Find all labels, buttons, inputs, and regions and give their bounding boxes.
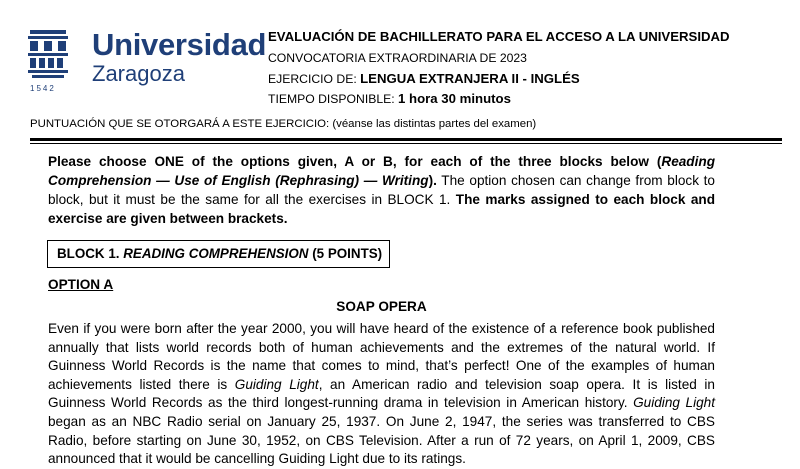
exam-subject-line bbox=[268, 71, 788, 86]
exam-call: CONVOCATORIA EXTRAORDINARIA DE 2023 bbox=[268, 51, 527, 65]
passage-text-3: began as an NBC Radio serial on January 25, 1937. On June 2, 1947, the series was transferred to CBS Radio, before starting on June 30, 1952, on CBS Television. After a run of 72 years, on April 1, 2009, CBS announced that it would be cancelling Guiding Light due to its ratings. bbox=[48, 413, 715, 467]
instructions-intro-end: ). bbox=[428, 173, 437, 188]
logo-university-name: Universidad bbox=[92, 27, 267, 62]
block-name: READING COMPREHENSION bbox=[123, 246, 309, 261]
header-divider-thick bbox=[30, 138, 782, 141]
block-heading bbox=[47, 240, 390, 268]
instructions-blocks-list: Reading Comprehension — Use of English (Rephrasing) — Writing bbox=[48, 154, 715, 188]
time-value: 1 hora 30 minutos bbox=[398, 91, 511, 106]
university-seal-icon bbox=[26, 28, 70, 80]
passage-title: SOAP OPERA bbox=[336, 299, 427, 314]
passage-text-1: Even if you were born after the year 2000, you will have heard of the existence of a reference book published annually that lists world records both of human achievements and the extremes of the natural world. If Guinness World Records is the name that comes to mind, that’s perfect! One of the examples of human achievements listed there is bbox=[48, 321, 715, 392]
exam-title: EVALUACIÓN DE BACHILLERATO PARA EL ACCESO A LA UNIVERSIDAD bbox=[268, 29, 730, 44]
block-points: (5 POINTS) bbox=[308, 246, 383, 261]
passage-text-2: , an American radio and television soap opera. It is listed in Guinness World Records as the third longest-running drama in television in American history. bbox=[48, 376, 715, 411]
passage-italic-2: Guiding Light bbox=[633, 395, 716, 411]
subject-label: EJERCICIO DE: bbox=[268, 72, 357, 86]
passage-italic-1: Guiding Light bbox=[234, 376, 319, 392]
header-divider-thin bbox=[30, 143, 782, 144]
exam-time-line bbox=[268, 91, 788, 106]
time-label: TIEMPO DISPONIBLE: bbox=[268, 92, 395, 106]
instructions-intro: Please choose ONE of the options given, A or B, for each of the three blocks below ( bbox=[48, 154, 662, 169]
instructions-marks-note: The marks assigned to each block and exercise are given between brackets. bbox=[48, 192, 715, 226]
passage-body bbox=[48, 320, 715, 469]
block-prefix: BLOCK 1. bbox=[57, 246, 124, 261]
logo-year: 1542 bbox=[30, 84, 56, 93]
exam-header bbox=[268, 29, 788, 106]
option-heading: OPTION A bbox=[48, 277, 114, 292]
score-note: PUNTUACIÓN QUE SE OTORGARÁ A ESTE EJERCICIO: (véanse las distintas partes del examen) bbox=[30, 118, 537, 130]
instructions-option-note: The option chosen can change from block to block, but it must be the same for all the exercises in BLOCK 1. bbox=[48, 173, 715, 207]
university-logo bbox=[24, 26, 267, 96]
instructions-paragraph bbox=[48, 152, 715, 228]
logo-city-name: Zaragoza bbox=[92, 61, 185, 86]
subject-value: LENGUA EXTRANJERA II - INGLÉS bbox=[360, 71, 580, 86]
